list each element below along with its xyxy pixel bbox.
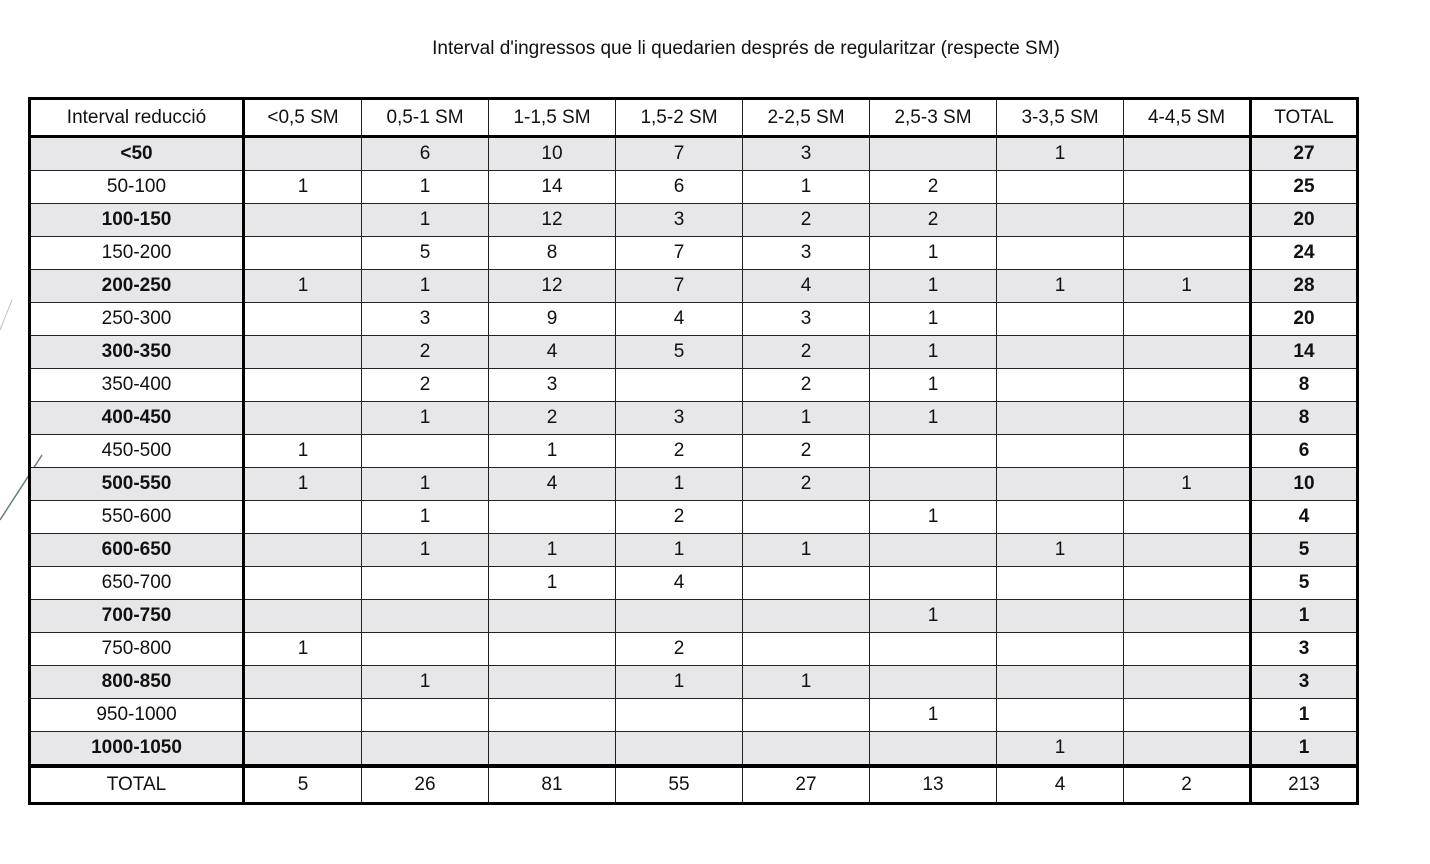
table-cell: 1	[870, 303, 997, 336]
table-cell: 1	[244, 468, 362, 501]
table-cell: 1	[870, 699, 997, 732]
table-cell: 4	[616, 567, 743, 600]
table-cell	[997, 402, 1124, 435]
table-cell: 5	[616, 336, 743, 369]
table-cell	[997, 567, 1124, 600]
income-interval-table	[28, 97, 1359, 805]
table-cell	[870, 567, 997, 600]
table-cell	[362, 633, 489, 666]
table-cell: 2	[362, 336, 489, 369]
table-cell	[362, 435, 489, 468]
table-cell: 2	[743, 336, 870, 369]
table-cell: 2	[743, 468, 870, 501]
row-total-cell: 1	[1251, 732, 1358, 767]
table-cell	[997, 171, 1124, 204]
table-title: Interval d'ingressos que li quedarien després de regularitzar (respecte SM)	[432, 38, 1060, 59]
table-cell	[997, 468, 1124, 501]
row-total-cell: 6	[1251, 435, 1358, 468]
row-total-cell: 3	[1251, 666, 1358, 699]
table-cell	[489, 666, 616, 699]
table-cell: 1	[362, 501, 489, 534]
table-cell	[244, 666, 362, 699]
table-cell	[616, 699, 743, 732]
table-cell	[1124, 303, 1251, 336]
table-cell	[244, 237, 362, 270]
table-cell: 1	[362, 468, 489, 501]
table-cell: 1	[489, 567, 616, 600]
column-header: <0,5 SM	[244, 99, 362, 137]
table-cell: 81	[489, 766, 616, 804]
row-label: 250-300	[30, 303, 244, 336]
table-cell: 1	[489, 435, 616, 468]
table-cell	[1124, 204, 1251, 237]
table-cell	[997, 336, 1124, 369]
column-header-interval: Interval reducció	[30, 99, 244, 137]
row-total-cell: 1	[1251, 600, 1358, 633]
table-cell: 1	[870, 237, 997, 270]
row-total-cell: 1	[1251, 699, 1358, 732]
table-cell: 1	[870, 600, 997, 633]
row-label: 600-650	[30, 534, 244, 567]
table-cell: 9	[489, 303, 616, 336]
table-cell	[997, 237, 1124, 270]
row-total-cell: 5	[1251, 534, 1358, 567]
table-cell: 2	[1124, 766, 1251, 804]
table-cell: 13	[870, 766, 997, 804]
table-row	[30, 435, 1358, 468]
row-label: 950-1000	[30, 699, 244, 732]
column-header: 2,5-3 SM	[870, 99, 997, 137]
table-cell: 26	[362, 766, 489, 804]
row-total-cell: 4	[1251, 501, 1358, 534]
table-cell: 12	[489, 204, 616, 237]
table-cell	[997, 303, 1124, 336]
table-cell	[244, 501, 362, 534]
table-cell: 27	[743, 766, 870, 804]
table-cell	[362, 600, 489, 633]
table-cell	[244, 732, 362, 767]
column-header: 1,5-2 SM	[616, 99, 743, 137]
table-cell: 6	[616, 171, 743, 204]
total-row	[30, 766, 1358, 804]
table-row	[30, 699, 1358, 732]
table-cell	[1124, 699, 1251, 732]
table-cell: 1	[244, 171, 362, 204]
table-cell: 5	[244, 766, 362, 804]
table-cell	[244, 303, 362, 336]
table-cell	[1124, 435, 1251, 468]
table-cell	[997, 666, 1124, 699]
table-cell	[489, 732, 616, 767]
table-cell: 1	[362, 204, 489, 237]
table-cell: 1	[743, 171, 870, 204]
table-cell	[997, 501, 1124, 534]
table-cell: 1	[743, 402, 870, 435]
table-cell: 2	[743, 369, 870, 402]
table-cell	[362, 732, 489, 767]
table-cell: 1	[997, 534, 1124, 567]
table-row	[30, 402, 1358, 435]
table-cell: 8	[489, 237, 616, 270]
row-label: 450-500	[30, 435, 244, 468]
table-cell: 4	[616, 303, 743, 336]
table-cell: 1	[997, 137, 1124, 171]
table-cell	[1124, 137, 1251, 171]
column-header: 1-1,5 SM	[489, 99, 616, 137]
table-cell: 7	[616, 137, 743, 171]
table-cell	[489, 633, 616, 666]
table-cell: 1	[743, 534, 870, 567]
row-label: <50	[30, 137, 244, 171]
table-row	[30, 666, 1358, 699]
table-cell	[1124, 633, 1251, 666]
table-cell: 3	[489, 369, 616, 402]
table-cell	[743, 699, 870, 732]
row-total-cell: 28	[1251, 270, 1358, 303]
table-row	[30, 237, 1358, 270]
row-label: 200-250	[30, 270, 244, 303]
row-total-cell: 8	[1251, 402, 1358, 435]
row-label: 1000-1050	[30, 732, 244, 767]
row-label: 550-600	[30, 501, 244, 534]
table-cell: 1	[362, 666, 489, 699]
table-cell: 1	[997, 270, 1124, 303]
row-total-cell: 20	[1251, 204, 1358, 237]
table-cell	[997, 600, 1124, 633]
table-cell	[1124, 534, 1251, 567]
row-label: 750-800	[30, 633, 244, 666]
table-cell	[743, 501, 870, 534]
row-label: TOTAL	[30, 766, 244, 804]
row-label: 350-400	[30, 369, 244, 402]
table-cell: 14	[489, 171, 616, 204]
header-row	[30, 99, 1358, 137]
table-cell	[244, 137, 362, 171]
table-cell: 1	[1124, 270, 1251, 303]
table-cell	[743, 600, 870, 633]
table-cell: 1	[489, 534, 616, 567]
table-cell	[997, 369, 1124, 402]
table-cell	[870, 137, 997, 171]
table-cell	[244, 699, 362, 732]
table-cell: 3	[616, 204, 743, 237]
table-cell: 2	[362, 369, 489, 402]
table-cell: 1	[244, 270, 362, 303]
column-header: 0,5-1 SM	[362, 99, 489, 137]
table-cell	[1124, 501, 1251, 534]
table-cell: 1	[244, 633, 362, 666]
table-cell: 3	[616, 402, 743, 435]
table-cell	[244, 534, 362, 567]
table-row	[30, 336, 1358, 369]
table-cell	[1124, 402, 1251, 435]
column-header-total: TOTAL	[1251, 99, 1358, 137]
table-row	[30, 501, 1358, 534]
table-cell: 2	[616, 435, 743, 468]
row-label: 800-850	[30, 666, 244, 699]
table-cell	[489, 501, 616, 534]
table-row	[30, 369, 1358, 402]
table-cell: 4	[489, 468, 616, 501]
table-cell: 12	[489, 270, 616, 303]
table-cell	[1124, 369, 1251, 402]
row-label: 300-350	[30, 336, 244, 369]
row-total-cell: 213	[1251, 766, 1358, 804]
table-cell	[616, 732, 743, 767]
table-cell	[1124, 237, 1251, 270]
table-cell: 4	[489, 336, 616, 369]
table-cell	[743, 732, 870, 767]
table-cell: 3	[743, 237, 870, 270]
table-row	[30, 567, 1358, 600]
table-cell	[997, 435, 1124, 468]
table-cell: 7	[616, 270, 743, 303]
table-cell: 6	[362, 137, 489, 171]
table-row	[30, 534, 1358, 567]
table-cell	[616, 369, 743, 402]
row-total-cell: 3	[1251, 633, 1358, 666]
table-cell: 1	[997, 732, 1124, 767]
table-cell: 2	[870, 171, 997, 204]
table-cell: 4	[997, 766, 1124, 804]
table-cell	[244, 600, 362, 633]
table-cell: 1	[870, 501, 997, 534]
table-cell	[1124, 171, 1251, 204]
table-cell: 1	[870, 369, 997, 402]
row-total-cell: 25	[1251, 171, 1358, 204]
table-row	[30, 633, 1358, 666]
table-cell	[870, 732, 997, 767]
table-cell	[244, 204, 362, 237]
row-total-cell: 8	[1251, 369, 1358, 402]
table-cell: 1	[616, 534, 743, 567]
row-label: 650-700	[30, 567, 244, 600]
table-row	[30, 600, 1358, 633]
table-cell: 1	[362, 270, 489, 303]
table-body	[30, 137, 1358, 804]
table-cell	[244, 567, 362, 600]
table-row	[30, 137, 1358, 171]
table-cell	[1124, 336, 1251, 369]
column-header: 4-4,5 SM	[1124, 99, 1251, 137]
row-total-cell: 24	[1251, 237, 1358, 270]
table-row	[30, 468, 1358, 501]
table-cell: 5	[362, 237, 489, 270]
table-cell	[870, 534, 997, 567]
table-cell: 3	[362, 303, 489, 336]
row-total-cell: 20	[1251, 303, 1358, 336]
table-cell	[743, 567, 870, 600]
table-cell: 2	[870, 204, 997, 237]
table-cell	[362, 567, 489, 600]
row-label: 700-750	[30, 600, 244, 633]
row-total-cell: 14	[1251, 336, 1358, 369]
table-cell	[870, 633, 997, 666]
table-cell: 55	[616, 766, 743, 804]
table-cell	[1124, 666, 1251, 699]
row-label: 150-200	[30, 237, 244, 270]
table-row	[30, 270, 1358, 303]
table-cell	[244, 402, 362, 435]
table-row	[30, 303, 1358, 336]
table-cell	[870, 468, 997, 501]
table-cell: 1	[743, 666, 870, 699]
table-cell	[362, 699, 489, 732]
table-cell	[616, 600, 743, 633]
table-cell	[870, 435, 997, 468]
row-total-cell: 10	[1251, 468, 1358, 501]
column-header: 2-2,5 SM	[743, 99, 870, 137]
table-cell: 1	[1124, 468, 1251, 501]
column-header: 3-3,5 SM	[997, 99, 1124, 137]
table-cell	[743, 633, 870, 666]
table-cell: 1	[616, 468, 743, 501]
table-cell	[1124, 732, 1251, 767]
row-total-cell: 5	[1251, 567, 1358, 600]
row-total-cell: 27	[1251, 137, 1358, 171]
table-row	[30, 204, 1358, 237]
table-cell	[997, 699, 1124, 732]
row-label: 50-100	[30, 171, 244, 204]
table-cell: 1	[362, 534, 489, 567]
table-cell: 1	[362, 171, 489, 204]
table-cell	[244, 369, 362, 402]
table-cell: 3	[743, 303, 870, 336]
table-row	[30, 732, 1358, 767]
table-cell: 1	[362, 402, 489, 435]
table-cell: 4	[743, 270, 870, 303]
table-cell	[1124, 600, 1251, 633]
table-cell: 2	[489, 402, 616, 435]
table-cell: 1	[870, 270, 997, 303]
table-cell	[1124, 567, 1251, 600]
row-label: 400-450	[30, 402, 244, 435]
table-cell: 3	[743, 137, 870, 171]
row-label: 500-550	[30, 468, 244, 501]
row-label: 100-150	[30, 204, 244, 237]
table-cell	[997, 633, 1124, 666]
table-cell	[489, 699, 616, 732]
table-row	[30, 171, 1358, 204]
table-cell	[997, 204, 1124, 237]
table-cell: 2	[743, 204, 870, 237]
table-cell: 1	[244, 435, 362, 468]
table-cell: 1	[616, 666, 743, 699]
table-cell: 2	[616, 501, 743, 534]
table-cell	[870, 666, 997, 699]
table-cell: 2	[743, 435, 870, 468]
table-cell	[244, 336, 362, 369]
table-cell	[489, 600, 616, 633]
table-cell: 2	[616, 633, 743, 666]
table-cell: 10	[489, 137, 616, 171]
table-cell: 1	[870, 402, 997, 435]
table-cell: 7	[616, 237, 743, 270]
table-cell: 1	[870, 336, 997, 369]
